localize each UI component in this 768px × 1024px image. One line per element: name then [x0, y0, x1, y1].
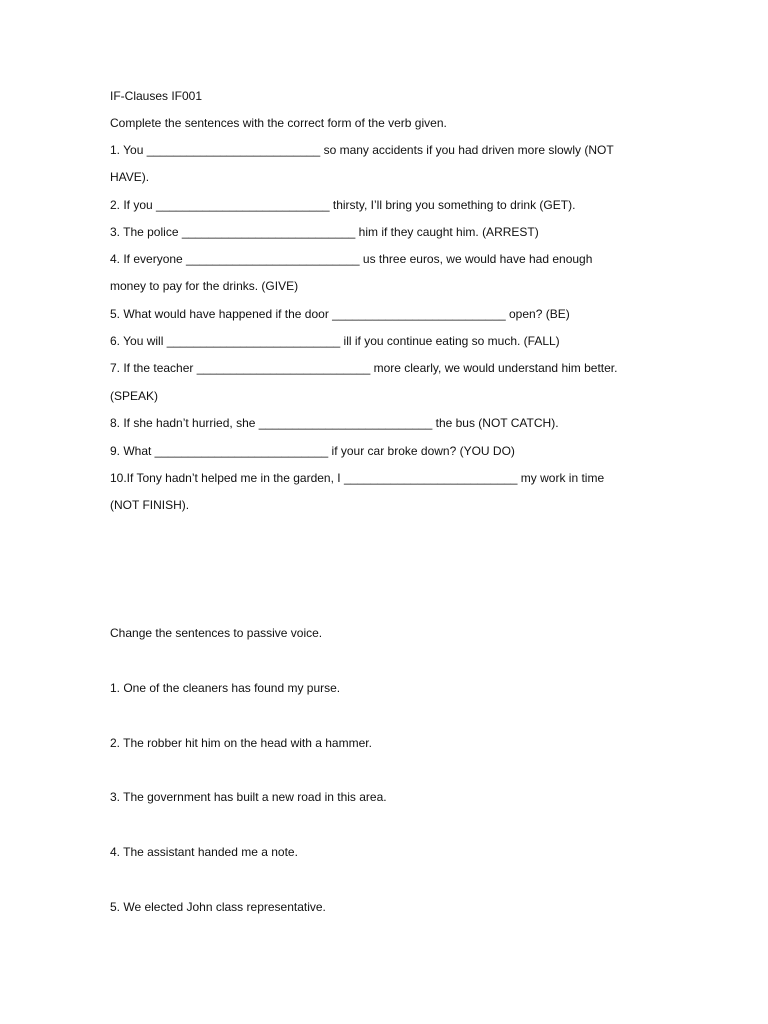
passive-line: 3. The government has built a new road in this area. — [110, 790, 387, 804]
if-clause-line: 9. What __________________________ if your car broke down? (YOU DO) — [110, 444, 515, 458]
passive-line: 1. One of the cleaners has found my purse. — [110, 681, 341, 695]
if-clause-line: 5. What would have happened if the door __________________________ open? (BE) — [110, 307, 570, 321]
if-clause-line: (NOT FINISH). — [110, 498, 190, 512]
if-clause-line: 10.If Tony hadn’t helped me in the garden, I __________________________ my work in time — [110, 471, 605, 485]
if-clause-line: HAVE). — [110, 170, 150, 184]
if-clause-line: money to pay for the drinks. (GIVE) — [110, 279, 299, 293]
if-clause-line: 8. If she hadn’t hurried, she __________________________ the bus (NOT CATCH). — [110, 416, 559, 430]
passive-line: 4. The assistant handed me a note. — [110, 845, 298, 859]
passive-instruction: Change the sentences to passive voice. — [110, 626, 323, 640]
if-clause-line: 6. You will __________________________ ill if you continue eating so much. (FALL) — [110, 334, 560, 348]
passive-line: 5. We elected John class representative. — [110, 900, 326, 914]
instruction-text: Complete the sentences with the correct form of the verb given. — [110, 116, 447, 130]
if-clause-line: 3. The police __________________________ him if they caught him. (ARREST) — [110, 225, 539, 239]
passive-line: 2. The robber hit him on the head with a hammer. — [110, 736, 372, 750]
if-clause-line: 2. If you __________________________ thirsty, I’ll bring you something to drink (GET). — [110, 198, 576, 212]
if-clause-line: 4. If everyone __________________________ us three euros, we would have had enough — [110, 252, 593, 266]
if-clause-line: 1. You __________________________ so many accidents if you had driven more slowly (NOT — [110, 143, 614, 157]
worksheet-title: IF-Clauses IF001 — [110, 89, 203, 103]
if-clause-line: (SPEAK) — [110, 389, 159, 403]
if-clause-line: 7. If the teacher __________________________ more clearly, we would understand him better. — [110, 361, 618, 375]
